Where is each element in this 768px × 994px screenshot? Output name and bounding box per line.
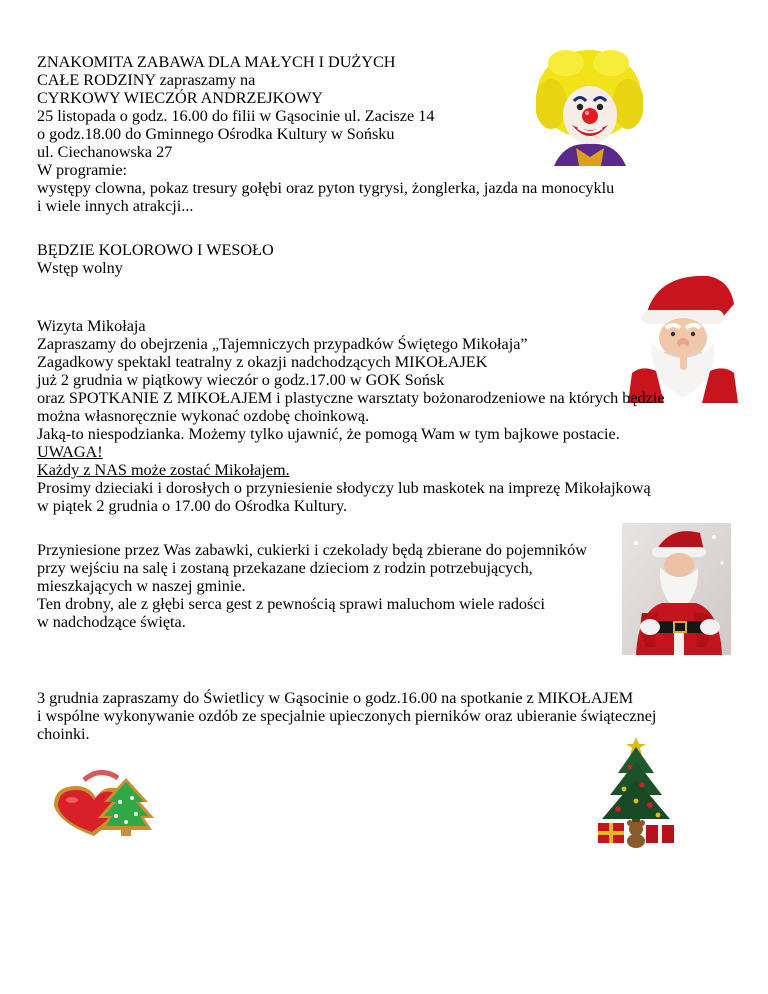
text-line: Zapraszamy do obejrzenia „Tajemniczych przypadków Świętego Mikołaja” [37,335,528,353]
text-line: Ten drobny, ale z głębi serca gest z pewnością sprawi maluchom wiele radości [37,595,545,613]
text-line: mieszkających w naszej gminie. [37,577,246,595]
text-line: o godz.18.00 do Gminnego Ośrodka Kultury w Sońsku [37,125,395,143]
text-line: w nadchodzące święta. [37,613,186,631]
text-line: W programie: [37,161,128,179]
text-line: występy clowna, pokaz tresury gołębi oraz pyton tygrysi, żonglerka, jazda na monocyklu [37,179,615,197]
text-line: Zagadkowy spektakl teatralny z okazji nadchodzących MIKOŁAJEK [37,353,488,371]
text-line: CYRKOWY WIECZÓR ANDRZEJKOWY [37,89,323,107]
text-line: przy wejściu na salę i zostaną przekazane dzieciom z rodzin potrzebujących, [37,559,533,577]
gingerbread-cookies-image [46,768,158,838]
clown-image [536,49,643,166]
text-line: BĘDZIE KOLOROWO I WESOŁO [37,241,274,259]
text-line: 25 listopada o godz. 16.00 do filii w Gąsocinie ul. Zacisze 14 [37,107,435,125]
text-line: Wstęp wolny [37,259,123,277]
text-line: już 2 grudnia w piątkowy wieczór o godz.17.00 w GOK Sońsk [37,371,445,389]
text-line: oraz SPOTKANIE Z MIKOŁAJEM i plastyczne warsztaty bożonarodzeniowe na których będzie [37,389,665,407]
text-line: i wspólne wykonywanie ozdób ze specjalnie upieczonych pierników oraz ubieranie świątecznej [37,707,657,725]
text-line: choinki. [37,725,90,743]
text-line: 3 grudnia zapraszamy do Świetlicy w Gąsocinie o godz.16.00 na spotkanie z MIKOŁAJEM [37,689,634,707]
text-line: w piątek 2 grudnia o 17.00 do Ośrodka Kultury. [37,497,348,515]
text-line: CAŁE RODZINY zapraszamy na [37,71,256,89]
text-line: i wiele innych atrakcji... [37,197,194,215]
christmas-tree-image [588,735,684,849]
text-line: Jaką-to niespodzianka. Możemy tylko ujawnić, że pomogą Wam w tym bajkowe postacie. [37,425,620,443]
text-line: ul. Ciechanowska 27 [37,143,173,161]
text-line-underlined: Każdy z NAS może zostać Mikołajem. [37,461,290,479]
text-line: Wizyta Mikołaja [37,317,146,335]
text-line: Przyniesione przez Was zabawki, cukierki i czekolady będą zbierane do pojemników [37,541,587,559]
text-line: Prosimy dzieciaki i dorosłych o przyniesienie słodyczy lub maskotek na imprezę Mikołajkową [37,479,651,497]
text-line: ZNAKOMITA ZABAWA DLA MAŁYCH I DUŻYCH [37,53,396,71]
santa-shush-image [628,268,738,403]
uwaga-heading: UWAGA! [37,443,103,461]
santa-gloves-image [622,523,731,655]
text-line: można własnoręcznie wykonać ozdobę choinkową. [37,407,370,425]
